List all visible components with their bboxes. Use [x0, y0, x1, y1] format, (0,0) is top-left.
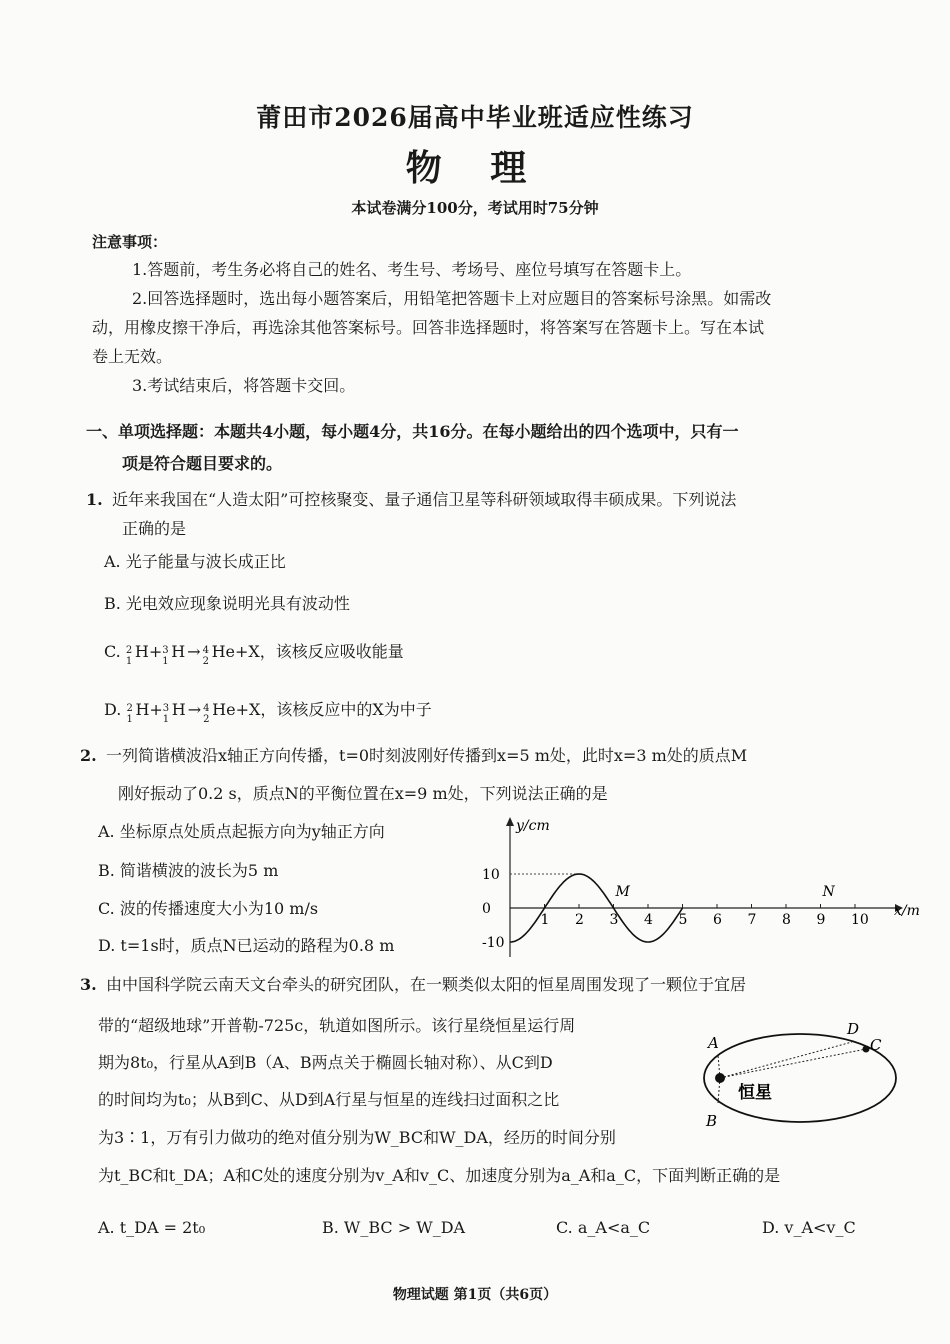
q3-line-1: 由中国科学院云南天文台牵头的研究团队，在一颗类似太阳的恒星周围发现了一颗位于宜居 [106, 975, 747, 994]
q2-option-c: C. 波的传播速度大小为10 m/s [98, 899, 319, 918]
point-label-m: M [615, 884, 630, 900]
x-tick-label: 1 [540, 912, 550, 928]
label-a: A [708, 1034, 719, 1052]
x-tick-label: 5 [678, 912, 688, 928]
nuclide-h2: 2 1 [125, 644, 133, 667]
notice-item-1: 1.答题前，考生务必将自己的姓名、考生号、考场号、座位号填写在答题卡上。 [132, 260, 692, 279]
q2-stem-line-1: 一列简谐横波沿x轴正方向传播，t=0时刻波刚好传播到x=5 m处，此时x=3 m处的质点M [106, 746, 748, 765]
q1-option-c: C. 2 1 H+ 3 1 H → 4 2 He+X，该核反应吸收能量 [104, 642, 404, 667]
q2-stem-line-2: 刚好振动了0.2 s，质点N的平衡位置在x=9 m处，下列说法正确的是 [118, 784, 608, 803]
label-b: B [706, 1112, 718, 1130]
nuclide-h3: 3 1 [162, 702, 170, 725]
notice-item-2-line-2: 动，用橡皮擦干净后，再选涂其他答案标号。回答非选择题时，将答案写在答题卡上。写在本试 [92, 318, 765, 337]
x-tick-label: 9 [816, 912, 826, 928]
x-tick-label: 4 [644, 912, 653, 928]
q3-option-b: B. W_BC > W_DA [322, 1218, 466, 1237]
nuclide-he4: 4 2 [203, 702, 210, 725]
q1-number: 1. [86, 490, 103, 509]
point-label-n: N [822, 884, 835, 900]
star-icon [715, 1073, 725, 1083]
x-axis-label: x/m [894, 903, 920, 919]
line-star-c [720, 1049, 866, 1078]
q2-option-b: B. 简谐横波的波长为5 m [98, 861, 279, 880]
notice-item-2-line-3: 卷上无效。 [92, 347, 173, 366]
q2-option-a: A. 坐标原点处质点起振方向为y轴正方向 [98, 822, 385, 841]
y-axis-label: y/cm [516, 818, 550, 834]
orbit-diagram [692, 1012, 908, 1136]
x-tick-label: 2 [575, 912, 584, 928]
q3-number: 3. [80, 975, 97, 994]
school-title: 莆田市2026届高中毕业班适应性练习 [256, 103, 694, 132]
q2-number: 2. [80, 746, 97, 765]
q1-option-c-label: C. [104, 642, 121, 661]
nuclide-he4: 4 2 [202, 644, 209, 667]
wave-chart [470, 812, 930, 962]
exam-info: 本试卷满分100分，考试用时75分钟 [351, 199, 599, 217]
q3-line-2: 带的“超级地球”开普勒-725c，轨道如图所示。该行星绕恒星运行周 [98, 1016, 576, 1035]
label-c: C [870, 1036, 882, 1054]
chart-axes [506, 817, 903, 957]
q3-option-a: A. t_DA = 2t₀ [98, 1218, 206, 1237]
q3-option-c: C. a_A<a_C [556, 1218, 651, 1237]
q1-option-a: A. 光子能量与波长成正比 [104, 552, 286, 571]
nuclide-h3: 3 1 [162, 644, 169, 667]
star-label: 恒星 [738, 1083, 772, 1103]
y-tick-label: -10 [482, 935, 505, 951]
q3-line-3: 期为8t₀，行星从A到B（A、B两点关于椭圆长轴对称）、从C到D [98, 1053, 553, 1072]
section-1-heading: 一、单项选择题：本题共4小题，每小题4分，共16分。在每小题给出的四个选项中，只有一 [86, 422, 739, 441]
q1-option-b: B. 光电效应现象说明光具有波动性 [104, 594, 350, 613]
x-tick-label: 6 [713, 912, 722, 928]
y-tick-label: 10 [482, 867, 500, 883]
q2-option-d: D. t=1s时，质点N已运动的路程为0.8 m [98, 936, 395, 955]
label-d: D [847, 1020, 860, 1038]
q3-line-5: 为3∶1，万有引力做功的绝对值分别为W_BC和W_DA，经历的时间分别 [98, 1128, 616, 1147]
notice-item-2-line-1: 2.回答选择题时，选出每小题答案后，用铅笔把答题卡上对应题目的答案标号涂黑。如需改 [132, 289, 772, 308]
subject-title: 物 理 [405, 147, 545, 189]
q3-option-d: D. v_A<v_C [762, 1218, 856, 1237]
page-footer: 物理试题 第1页（共6页） [392, 1287, 558, 1303]
q1-option-d: D. 2 1 H+ 3 1 H → 4 2 He+X，该核反应中的X为中子 [104, 700, 432, 725]
y-tick-label: 0 [482, 901, 491, 917]
x-tick-label: 10 [851, 912, 869, 928]
x-tick-label: 3 [609, 912, 619, 928]
notice-heading: 注意事项： [92, 233, 168, 251]
q1-option-d-label: D. [104, 700, 122, 719]
x-tick-label: 8 [782, 912, 791, 928]
q1-stem-line-2: 正确的是 [122, 519, 187, 538]
point-c-dot [863, 1046, 870, 1053]
nuclide-h2: 2 1 [126, 702, 133, 725]
x-tick-label: 7 [747, 912, 757, 928]
q3-line-4: 的时间均为t₀；从B到C、从D到A行星与恒星的连线扫过面积之比 [98, 1090, 560, 1109]
notice-item-3: 3.考试结束后，将答题卡交回。 [132, 376, 356, 395]
q3-line-6: 为t_BC和t_DA；A和C处的速度分别为v_A和v_C、加速度分别为a_A和a_C，下面判断正确的是 [98, 1166, 781, 1185]
q1-stem-line-1: 近年来我国在“人造太阳”可控核聚变、量子通信卫星等科研领域取得丰硕成果。下列说法 [112, 490, 737, 509]
line-star-d [720, 1042, 852, 1078]
section-1-heading-cont: 项是符合题目要求的。 [122, 454, 283, 473]
